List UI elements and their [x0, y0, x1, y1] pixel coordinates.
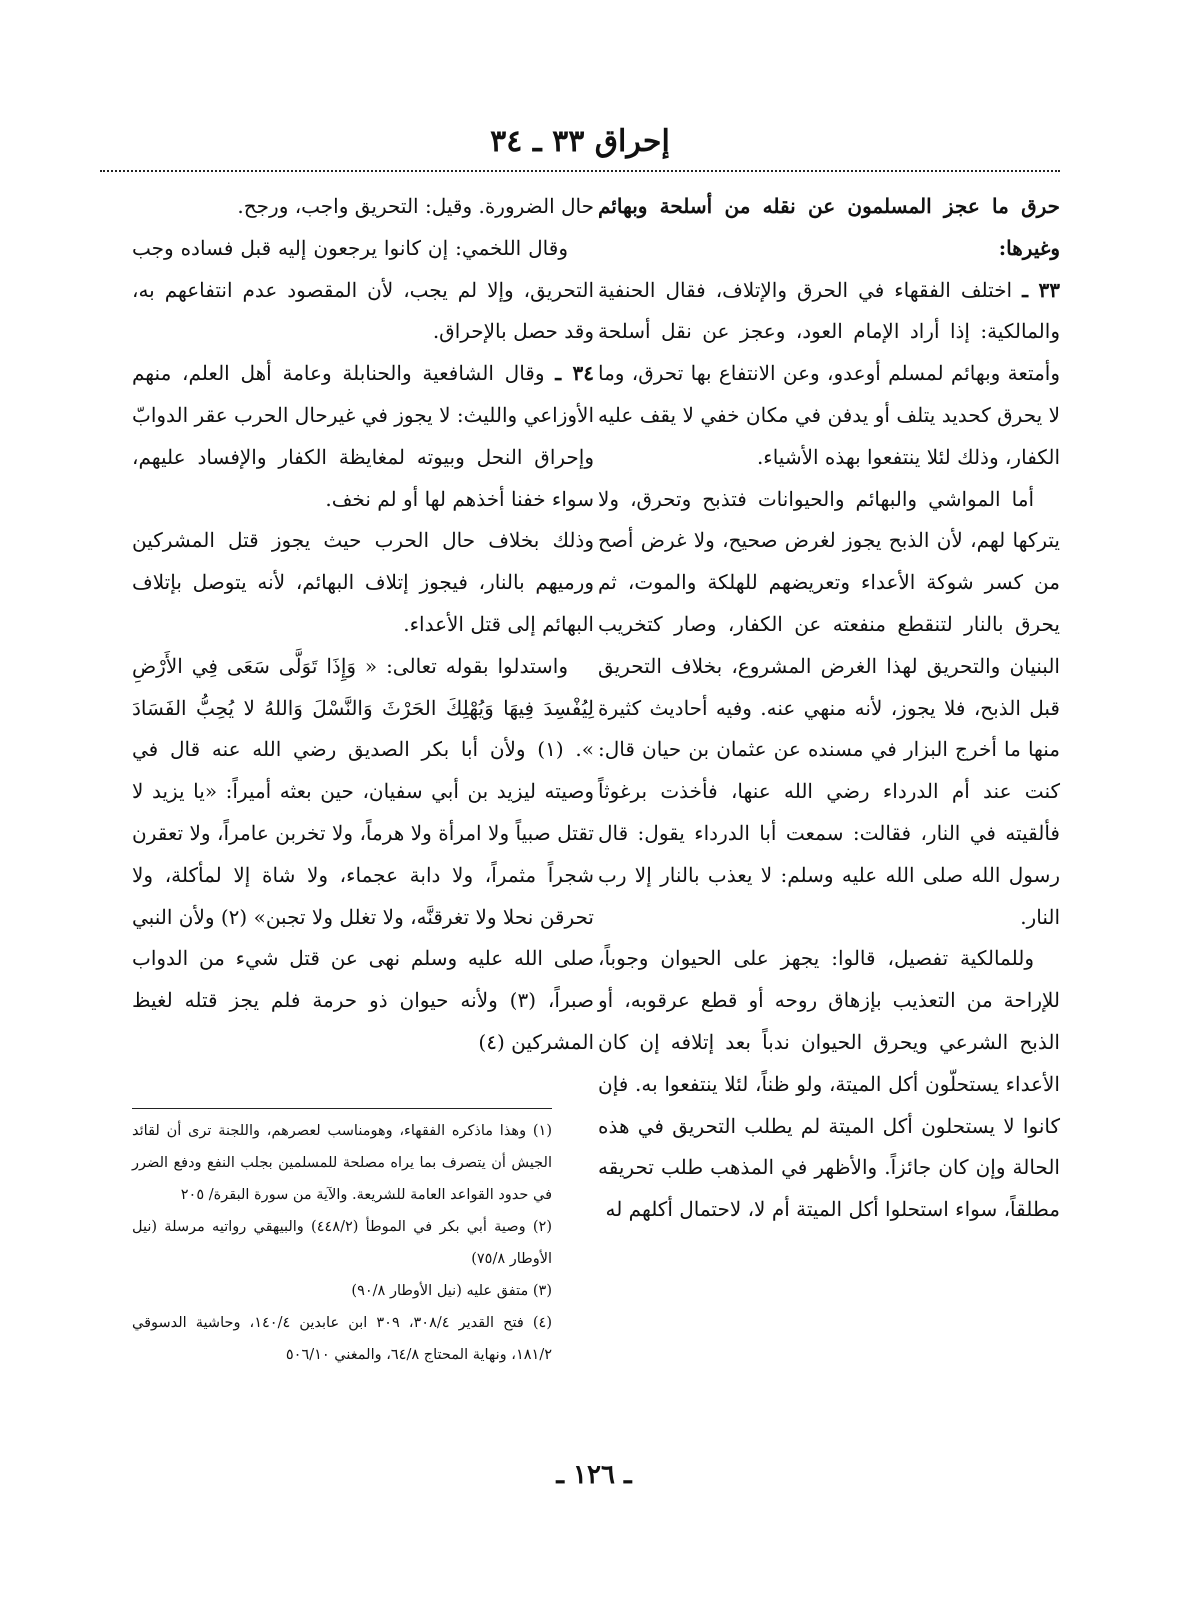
page-number: ـ ١٢٦ ـ [556, 1460, 632, 1490]
paragraph: وللمالكية تفصيل، قالوا: يجهز على الحيوان وجوباً، للإراحة من التعذيب بإزهاق روحه أو قطع عرقوبه، أو الذبح الشرعي ويحرق الحيوان ندباً بعد إتلافه إن كان الأعداء يستحلّون أكل الميتة، ولو ظناً، لئلا ينتفعوا به. فإن كانوا لا يستحلون أكل الميتة لم يطلب التحريق في هذه الحالة وإن كان جائزاً. والأظهر في المذهب طلب تحريقه مطلقاً، سواء استحلوا أكل الميتة أم لا، لاحتمال أكلهم له [598, 946, 1060, 1222]
paragraph-text: اختلف الفقهاء في الحرق والإتلاف، فقال الحنفية والمالكية: إذا أراد الإمام العود، وعجز عن نقل أسلحة وأمتعة وبهائم لمسلم أوعدو، وعن الانتفاع بها تحرق، وما لا يحرق كحديد يتلف أو يدفن في مكان خفي لا يقف عليه الكفار، وذلك لئلا ينتفعوا بهذه الأشياء. [598, 277, 1060, 469]
paragraph-text: وقال الشافعية والحنابلة وعامة أهل العلم، منهم الأوزاعي والليث: لا يجوز في غيرحال الحرب عقر الدوابّ وإحراق النحل وبيوته لمغايظة الكفار والإفساد عليهم، سواء خفنا أخذهم لها أو لم نخف. [132, 361, 594, 511]
section-heading: حرق ما عجز المسلمون عن نقله من أسلحة وبهائم وغيرها: [598, 194, 1060, 260]
footnotes [132, 1108, 552, 1371]
page-title: إحراق ٣٣ ـ ٣٤ [490, 124, 670, 159]
paragraph: واستدلوا بقوله تعالى: « وَإِذَا تَوَلَّى سَعَى فِي الأَرْضِ لِيُفْسِدَ فِيهَا وَيُهْلِكَ الحَرْثَ وَالنَّسْلَ وَاللهُ لا يُحِبُّ الفَسَادَ ». (١) ولأن أبا بكر الصديق رضي الله عنه قال في وصيته ليزيد بن أبي سفيان، حين بعثه أميراً: «يا يزيد لا تقتل صبياً ولا امرأة ولا هرماً، ولا تخربن عامراً، ولا تعقرن شجراً مثمراً، ولا دابة عجماء، ولا شاة إلا لمأكلة، ولا تحرقن نحلا ولا تغرقنَّه، ولا تغلل ولا تجبن» (٢) ولأن النبي صلى الله عليه وسلم نهى عن قتل شيء من الدواب صبراً، (٣) ولأنه حيوان ذو حرمة فلم يجز قتله لغيظ المشركين (٤) [132, 653, 595, 1054]
footnote: (١) وهذا ماذكره الفقهاء، وهومناسب لعصرهم، واللجنة ترى أن لقائد الجيش أن يتصرف بما يراه مصلحة للمسلمين بجلب النفع ودفع الضرر في حدود القواعد العامة للشريعة. والآية من سورة البقرة/ ٢٠٥ [132, 1123, 552, 1203]
right-column [598, 186, 1060, 1231]
footnote: (٤) فتح القدير ٣٠٨/٤، ٣٠٩ ابن عابدين ١٤٠/٤، وحاشية الدسوقي ١٨١/٢، ونهاية المحتاج ٦٤/٨، والمغني ٥٠٦/١٠ [132, 1315, 552, 1363]
paragraph-33 [598, 270, 1060, 479]
paragraph: وذلك بخلاف حال الحرب حيث يجوز قتل المشركين ورميهم بالنار، فيجوز إتلاف البهائم، لأنه يتوصل بإتلاف البهائم إلى قتل الأعداء. [132, 528, 594, 636]
footnote: (٣) متفق عليه (نيل الأوطار ٩٠/٨) [351, 1283, 552, 1299]
paragraph-number: ٣٤ ـ [555, 361, 594, 386]
page-header [100, 118, 1060, 166]
paragraph-34 [132, 353, 594, 520]
paragraph: وقال اللخمي: إن كانوا يرجعون إليه قبل فساده وجب التحريق، وإلا لم يجب، لأن المقصود عدم انتفاعهم به، وقد حصل بالإحراق. [132, 235, 594, 344]
paragraph-number: ٣٣ ـ [1022, 277, 1060, 302]
paragraph: أما المواشي والبهائم والحيوانات فتذبح وتحرق، ولا يتركها لهم، لأن الذبح يجوز لغرض صحيح، ولا غرض أصح من كسر شوكة الأعداء وتعريضهم للهلكة والموت، ثم يحرق بالنار لتنقطع منفعته عن الكفار، وصار كتخريب البنيان والتحريق لهذا الغرض المشروع، بخلاف التحريق قبل الذبح، فلا يجوز، لأنه منهي عنه. وفيه أحاديث كثيرة منها ما أخرج البزار في مسنده عن عثمان بن حيان قال: كنت عند أم الدرداء رضي الله عنها، فأخذت برغوثاً فألقيته في النار، فقالت: سمعت أبا الدرداء يقول: قال رسول الله صلى الله عليه وسلم: لا يعذب بالنار إلا رب النار. [598, 486, 1060, 929]
footnote: (٢) وصية أبي بكر في الموطأ (٤٤٨/٢) والبيهقي رواتيه مرسلة (نيل الأوطار ٧٥/٨) [132, 1219, 552, 1267]
paragraph: حال الضرورة. وقيل: التحريق واجب، ورجح. [237, 194, 594, 218]
left-column [132, 186, 594, 1064]
header-divider [100, 170, 1060, 172]
